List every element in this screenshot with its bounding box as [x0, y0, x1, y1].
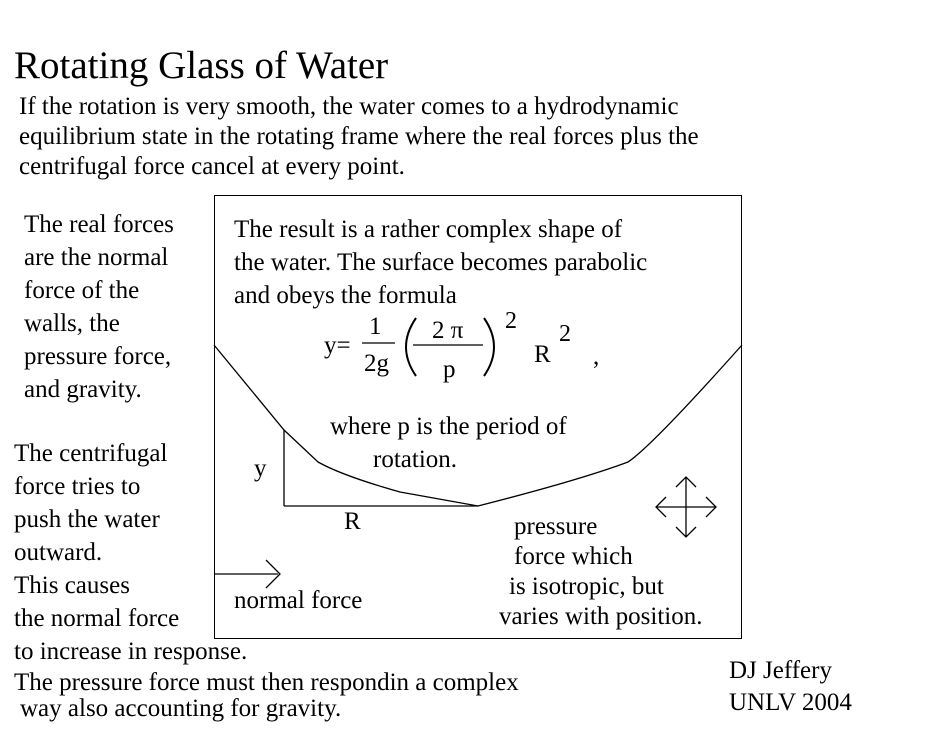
water-surface-curve	[214, 345, 742, 506]
formula-exp1: 2	[505, 308, 517, 334]
real-forces-line: force of the	[24, 277, 140, 304]
real-forces-line: and gravity.	[24, 376, 142, 403]
centrifugal-line: the normal force	[14, 605, 180, 632]
right-paren	[484, 318, 494, 376]
centrifugal-line: outward.	[14, 539, 103, 566]
centrifugal-line: This causes	[14, 572, 130, 599]
formula-exp2: 2	[559, 321, 571, 347]
left-paren	[406, 318, 416, 376]
centrifugal-line: to increase in response.	[14, 638, 248, 665]
formula-frac1-den: 2g	[364, 350, 389, 377]
bottom-line-1: The pressure force must then respondin a complex	[14, 669, 519, 696]
intro-line: equilibrium state in the rotating frame where the real forces plus the	[19, 123, 699, 150]
formula-lhs: y=	[324, 332, 351, 359]
institution-credit: UNLV 2004	[729, 689, 852, 716]
pressure-line-2: force which	[514, 543, 633, 570]
where-line-2: rotation.	[373, 446, 458, 473]
centrifugal-line: force tries to	[14, 473, 141, 500]
centrifugal-line: The centrifugal	[14, 440, 168, 467]
result-line: and obeys the formula	[234, 282, 457, 309]
author-credit: DJ Jeffery	[729, 657, 832, 684]
page-title: Rotating Glass of Water	[14, 44, 389, 87]
real-forces-line: The real forces	[24, 211, 174, 238]
result-line: the water. The surface becomes parabolic	[234, 249, 648, 276]
centrifugal-line: push the water	[14, 506, 160, 533]
formula-comma: ,	[593, 343, 600, 370]
result-line: The result is a rather complex shape of	[234, 216, 623, 243]
formula-frac2-num: 2 π	[432, 317, 464, 344]
formula-frac2-den: p	[443, 356, 456, 383]
where-line-1: where p is the period of	[330, 413, 567, 440]
pressure-line-3: is isotropic, but	[509, 573, 664, 600]
y-axis-label: y	[254, 455, 267, 482]
pressure-line-4: varies with position.	[499, 603, 703, 630]
real-forces-line: walls, the	[24, 310, 120, 337]
real-forces-line: pressure force,	[24, 343, 172, 370]
real-forces-line: are the normal	[24, 244, 169, 271]
intro-line: centrifugal force cancel at every point.	[19, 153, 405, 180]
bottom-line-2: way also accounting for gravity.	[20, 695, 342, 722]
r-axis-label: R	[344, 508, 361, 535]
formula-var-r: R	[534, 341, 551, 368]
normal-force-label: normal force	[234, 587, 363, 614]
pressure-line-1: pressure	[514, 513, 598, 540]
formula-frac1-num: 1	[369, 313, 382, 340]
intro-line: If the rotation is very smooth, the water comes to a hydrodynamic	[19, 93, 679, 120]
